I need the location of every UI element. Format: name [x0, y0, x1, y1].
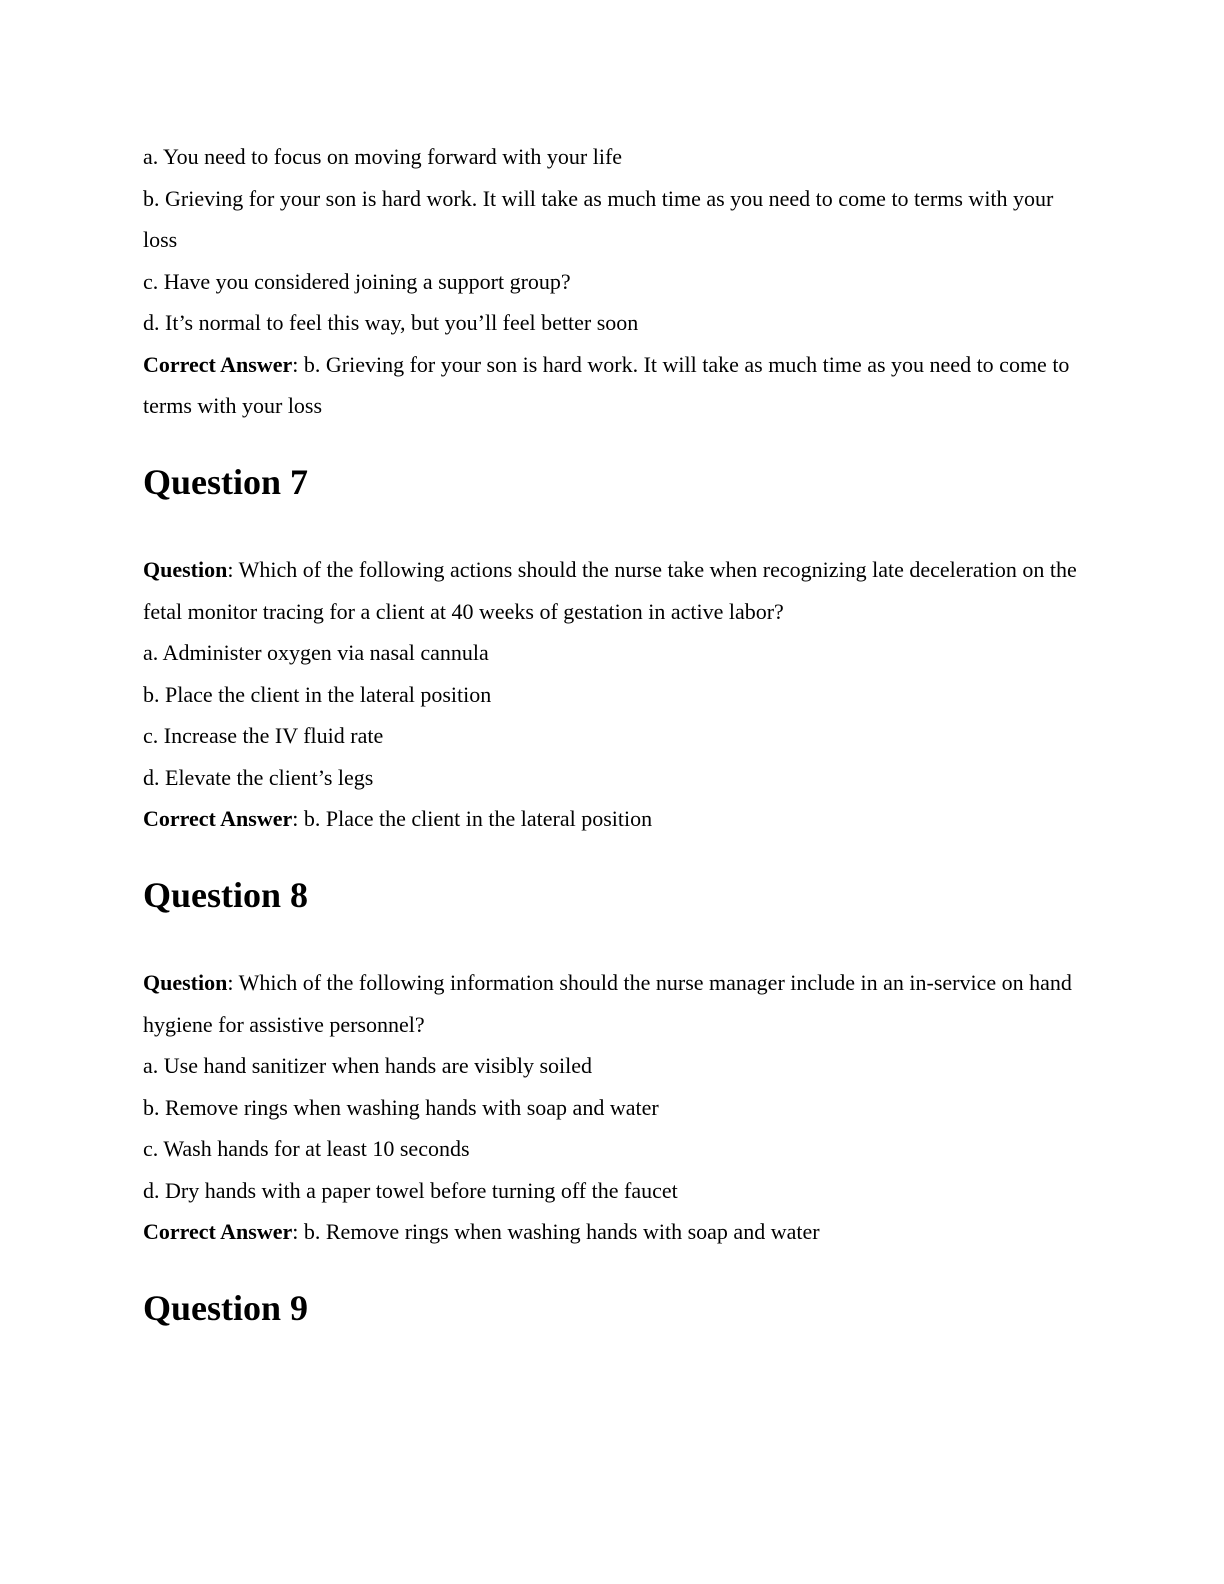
question-8-heading: Question 8 [143, 875, 309, 915]
option-b: b. Remove rings when washing hands with soap and water [143, 1094, 659, 1120]
question-7-heading: Question 7 [143, 462, 309, 502]
option-d: d. It’s normal to feel this way, but you’ll feel better soon [143, 310, 639, 335]
correct-answer-label: Correct Answer [143, 351, 293, 377]
question-8-text [143, 962, 1083, 1045]
option-c: c. Have you considered joining a support group? [143, 268, 571, 294]
question-9-heading: Question 9 [143, 1288, 309, 1328]
option-a: a. You need to focus on moving forward with your life [143, 144, 623, 169]
option-b: b. Grieving for your son is hard work. It will take as much time as you need to come to terms with your loss [143, 185, 1054, 252]
question-7-body [143, 549, 1083, 840]
question-7-text [143, 549, 1083, 632]
correct-answer [143, 798, 1083, 840]
question-6-continued [143, 136, 1083, 427]
correct-answer-text: : b. Grieving for your son is hard work. It will take as much time as you need to come to terms with your loss [143, 351, 1070, 418]
question-label: Question [143, 970, 228, 995]
question-text: : Which of the following actions should the nurse take when recognizing late deceleration on the fetal monitor tracing for a client at 40 weeks of gestation in active labor? [143, 557, 1077, 624]
option-c: c. Increase the IV fluid rate [143, 723, 384, 748]
correct-answer [143, 344, 1083, 427]
option-d: d. Elevate the client’s legs [143, 764, 374, 790]
option-d: d. Dry hands with a paper towel before turning off the faucet [143, 1177, 678, 1203]
correct-answer-label: Correct Answer [143, 1219, 293, 1244]
question-label: Question [143, 557, 228, 582]
option-c: c. Wash hands for at least 10 seconds [143, 1136, 470, 1161]
option-b: b. Place the client in the lateral position [143, 681, 492, 707]
correct-answer-text: : b. Remove rings when washing hands with soap and water [292, 1219, 820, 1244]
correct-answer [143, 1211, 1083, 1253]
correct-answer-label: Correct Answer [143, 806, 293, 831]
correct-answer-text: : b. Place the client in the lateral position [292, 806, 653, 831]
question-8-body [143, 962, 1083, 1253]
option-a: a. Administer oxygen via nasal cannula [143, 640, 489, 665]
option-a: a. Use hand sanitizer when hands are visibly soiled [143, 1053, 593, 1078]
question-text: : Which of the following information should the nurse manager include in an in-service on hand hygiene for assistive personnel? [143, 970, 1072, 1037]
